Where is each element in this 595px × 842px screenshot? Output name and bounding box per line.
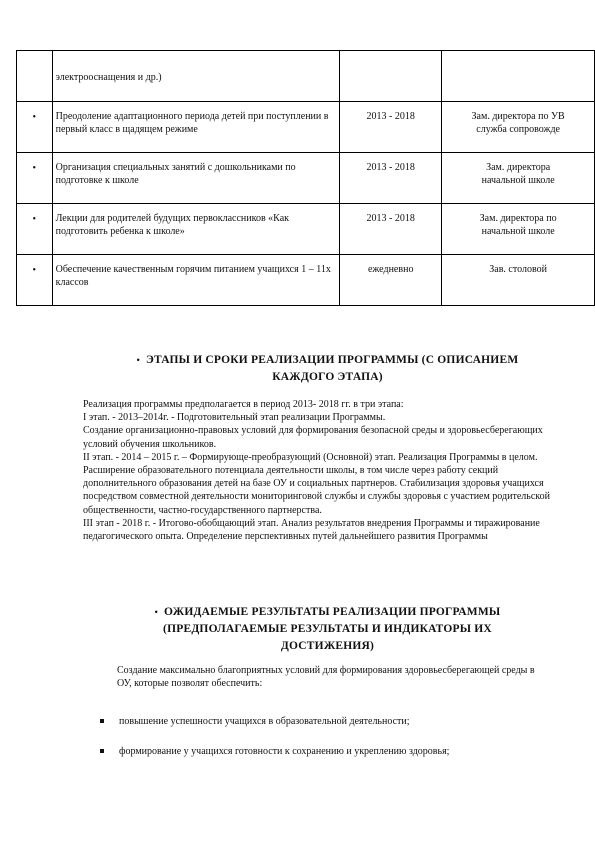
bullet-cell [17,102,53,153]
table-row [17,153,595,204]
bullet-icon: • [32,163,37,174]
period-cell: 2013 - 2018 [340,102,442,153]
document-page: электрооснащения и др.) • Преодоление адаптационного периода детей при поступлении в первый класс в щадящем режиме 2013 - 2018 Зам. директора по УВ служба сопровожде • Организация специальных занятий с дошкольниками по подготовке к школе 2013 - 2018 Зам. директора начальной школе • Лекции для родителей будущих первоклассников «Как подготовить ребенка к школе» 2013 - 2018 Зам. директора по начальной школе • Обеспечение качественным горячим питанием учащихся 1 – 11х классов ежедневно Зав. столовой • ЭТАПЫ И СРОКИ РЕАЛИЗАЦИИ ПРОГРАММЫ (С ОПИСАНИЕМ КАЖДОГО ЭТАПА) Реализация программы предполагается в период 2013- 2018 гг. в три этапа: I этап. - 2013–2014г. - Подготовительный этап реализации Программы. Создание организационно-правовых условий для формирования безопасной среды и здоровьесберегающих условий обучения школьников. II этап. - 2014 – 2015 г. – Формирующе-преобразующий (Основной) этап. Реализация Программы в целом. Расширение образовательного потенциала деятельности школы, в том числе через работу секций дополнительного образования детей на базе ОУ и социальных партнеров. Стабилизация здоровья учащихся посредством совместной деятельности мониторинговой службы и службы здоровья с участием родительской общественности, частно-государственного партнерства. III этап - 2018 г. - Итогово-обобщающий этап. Анализ результатов внедрения Программы и тиражирование педагогического опыта. Определение перспективных путей дальнейшего развития Программы • ОЖИДАЕМЫЕ РЕЗУЛЬТАТЫ РЕАЛИЗАЦИИ ПРОГРАММЫ (ПРЕДПОЛАГАЕМЫЕ РЕЗУЛЬТАТЫ И ИНДИКАТОРЫ ИХ ДОСТИЖЕНИЯ) Создание максимально благоприятных условий для формирования здоровьесберегающей среды в ОУ, которые позволят обеспечить: повышение успешности учащихся в образовательной деятельности; формирование у учащихся готовности к сохранению и укреплению здоровья; [0,0,595,842]
table-row [17,51,595,102]
paragraph: Создание организационно-правовых условий для формирования безопасной среды и здоровьесберегающих условий обучения школьников. [83,425,543,450]
activities-table [16,50,595,306]
paragraph: Реализация программы предполагается в период 2013- 2018 гг. в три этапа: [83,399,404,410]
results-intro [117,664,547,690]
table-row [17,102,595,153]
table-row [17,204,595,255]
stages-description [83,398,558,543]
bullet-cell [17,204,53,255]
paragraph: Создание максимально благоприятных условий для формирования здоровьесберегающей среды в ОУ, которые позволят обеспечить: [117,665,535,690]
task-cell: Обеспечение качественным горячим питанием учащихся 1 – 11х классов [52,255,340,306]
bullet-icon: • [32,214,37,225]
bullet-icon: • [32,265,37,276]
period-cell: 2013 - 2018 [340,204,442,255]
period-cell [340,51,442,102]
table-row [17,255,595,306]
bullet-cell [17,255,53,306]
period-cell: 2013 - 2018 [340,153,442,204]
section-heading-stages: • ЭТАПЫ И СРОКИ РЕАЛИЗАЦИИ ПРОГРАММЫ (С ОПИСАНИЕМ КАЖДОГО ЭТАПА) [136,354,519,383]
responsible-cell: Зам. директора по УВ служба сопровожде [442,102,595,153]
responsible-cell: Зав. столовой [442,255,595,306]
responsible-cell [442,51,595,102]
paragraph: I этап. - 2013–2014г. - Подготовительный этап реализации Программы. [83,412,386,424]
task-cell: Преодоление адаптационного периода детей при поступлении в первый класс в щадящем режиме [52,102,340,153]
bullet-icon: • [136,355,140,365]
bullet-cell [17,51,53,102]
paragraph: II этап. - 2014 – 2015 г. – Формирующе-преобразующий (Основной) этап. Реализация Программы в целом. Расширение образовательного потенциала деятельности школы, в том числе через работу секций дополнительного образования детей на базе ОУ и социальных партнеров. Стабилизация здоровья учащихся посредством совместной деятельности мониторинговой службы и службы здоровья с участием родительской общественности, частно-государственного партнерства. [83,451,550,516]
bullet-icon: • [154,607,158,617]
bullet-icon: • [32,112,37,123]
bullet-cell [17,153,53,204]
paragraph: III этап - 2018 г. - Итогово-обобщающий этап. Анализ результатов внедрения Программы и тиражирование педагогического опыта. Определение перспективных путей дальнейшего развития Программы [83,517,540,543]
square-bullet-icon [100,749,104,753]
responsible-cell: Зам. директора начальной школе [442,153,595,204]
task-cell: электрооснащения и др.) [52,51,340,102]
task-cell: Организация специальных занятий с дошкольниками по подготовке к школе [52,153,340,204]
responsible-cell: Зам. директора по начальной школе [442,204,595,255]
section-heading-results: • ОЖИДАЕМЫЕ РЕЗУЛЬТАТЫ РЕАЛИЗАЦИИ ПРОГРАММЫ (ПРЕДПОЛАГАЕМЫЕ РЕЗУЛЬТАТЫ И ИНДИКАТОРЫ ИХ ДОСТИЖЕНИЯ) [154,606,501,652]
square-bullet-icon [100,719,104,723]
task-cell: Лекции для родителей будущих первоклассников «Как подготовить ребенка к школе» [52,204,340,255]
period-cell: ежедневно [340,255,442,306]
